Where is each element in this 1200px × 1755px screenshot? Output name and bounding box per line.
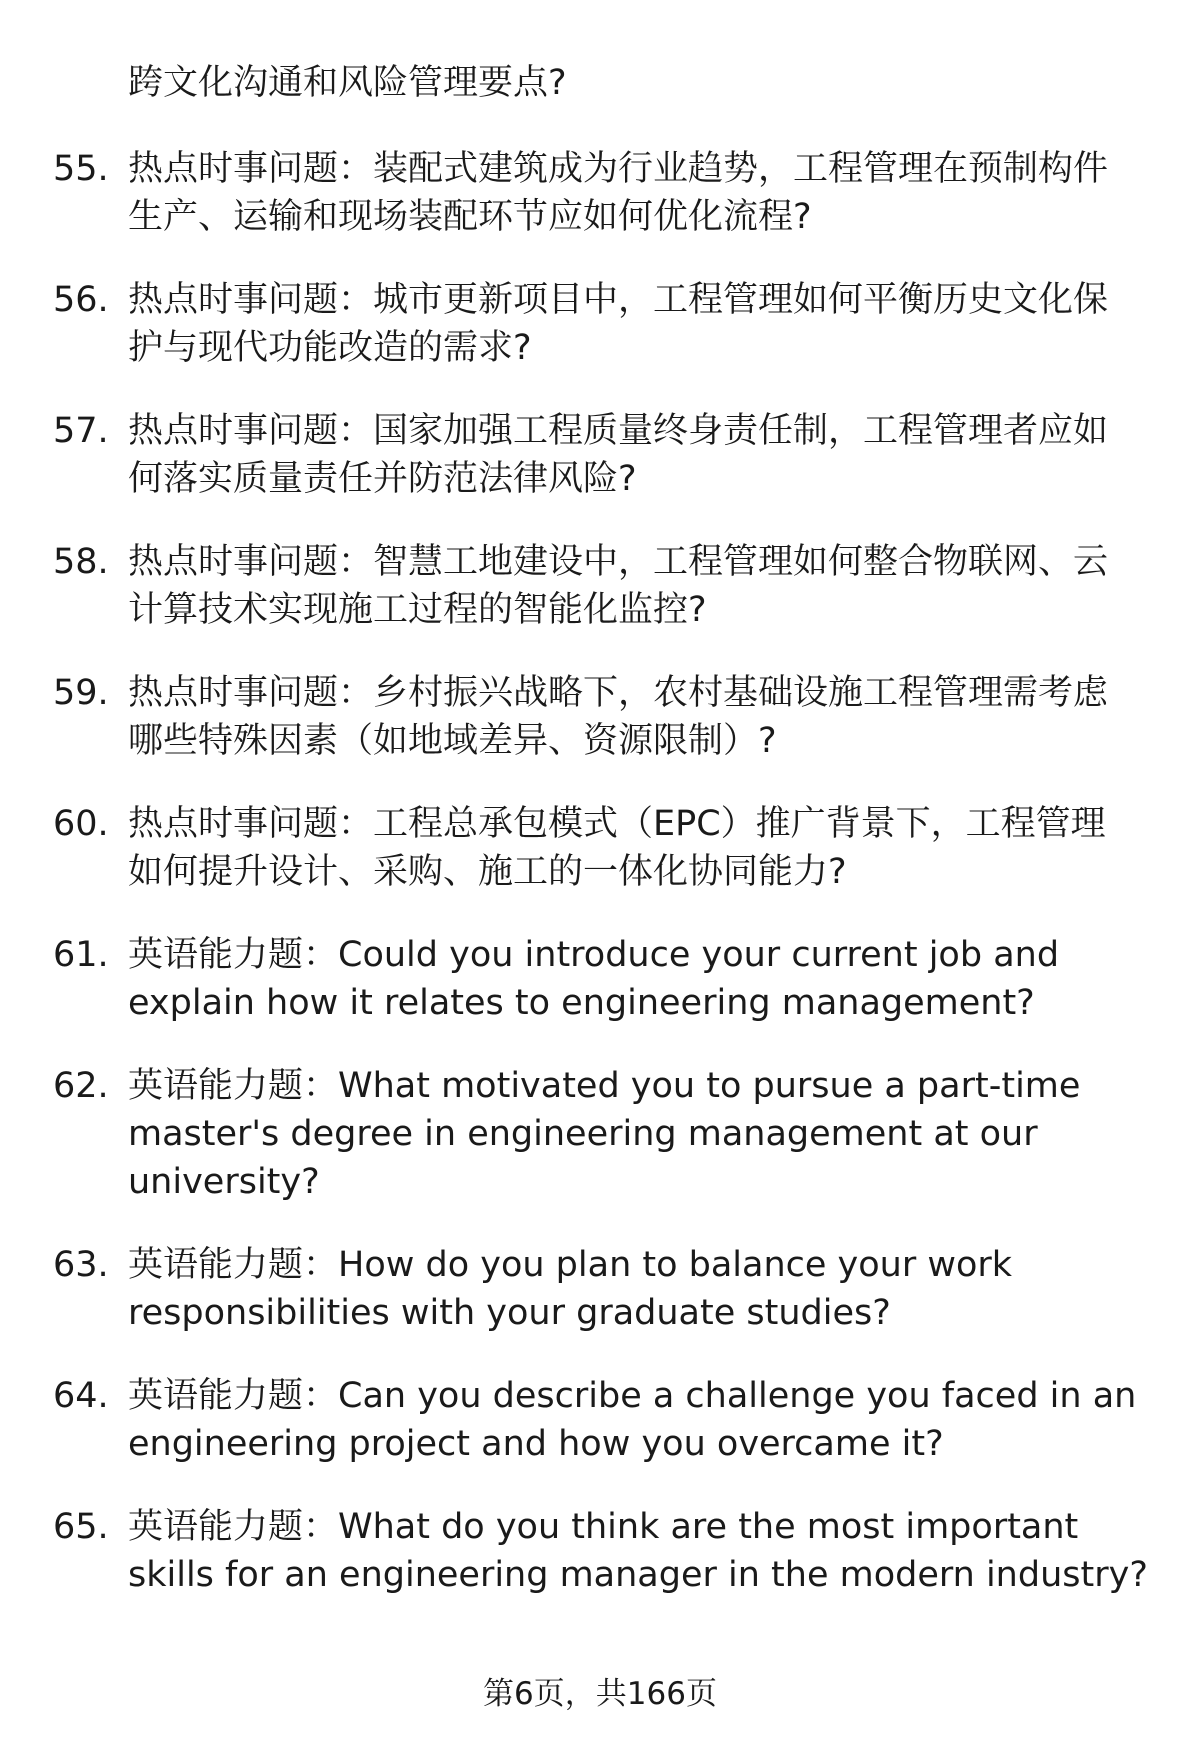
question-text <box>128 1372 1148 1468</box>
text-line: 英语能力题：What motivated you to pursue a part-time <box>128 1066 1081 1106</box>
text-line: university? <box>128 1162 320 1202</box>
question-number: 56. <box>53 280 109 320</box>
question-number: 57. <box>53 411 109 451</box>
text-line: 哪些特殊因素（如地域差异、资源限制）? <box>128 721 777 761</box>
text-line: explain how it relates to engineering management? <box>128 983 1035 1023</box>
text-line: 英语能力题：Can you describe a challenge you faced in an <box>128 1376 1137 1416</box>
question-item <box>0 800 1200 896</box>
text-line: 热点时事问题：工程总承包模式（EPC）推广背景下，工程管理 <box>128 804 1106 844</box>
question-text <box>128 669 1148 765</box>
text-line: 英语能力题：What do you think are the most important <box>128 1507 1079 1547</box>
question-number: 58. <box>53 542 109 582</box>
question-item <box>0 931 1200 1027</box>
question-item <box>0 1062 1200 1206</box>
text-line: skills for an engineering manager in the modern industry? <box>128 1555 1148 1595</box>
question-item <box>0 1503 1200 1599</box>
text-line: 护与现代功能改造的需求? <box>128 328 532 368</box>
question-text <box>128 1503 1148 1599</box>
question-text <box>128 1241 1148 1337</box>
text-line: 如何提升设计、采购、施工的一体化协同能力? <box>128 852 847 892</box>
question-number: 59. <box>53 673 109 713</box>
text-line: responsibilities with your graduate studies? <box>128 1293 891 1333</box>
text-line: engineering project and how you overcame it? <box>128 1424 944 1464</box>
question-number: 65. <box>53 1507 109 1547</box>
text-line: 热点时事问题：乡村振兴战略下，农村基础设施工程管理需考虑 <box>128 673 1109 713</box>
text-line: 热点时事问题：装配式建筑成为行业趋势，工程管理在预制构件 <box>128 149 1109 189</box>
question-text <box>128 1062 1148 1206</box>
question-number: 64. <box>53 1376 109 1416</box>
question-item <box>0 1372 1200 1468</box>
text-line: 热点时事问题：智慧工地建设中，工程管理如何整合物联网、云 <box>128 542 1109 582</box>
question-item <box>0 669 1200 765</box>
question-number: 62. <box>53 1066 109 1106</box>
question-item <box>0 1241 1200 1337</box>
text-line: 热点时事问题：国家加强工程质量终身责任制，工程管理者应如 <box>128 411 1109 451</box>
question-text <box>128 538 1148 634</box>
text-line: 生产、运输和现场装配环节应如何优化流程? <box>128 197 812 237</box>
text-line: 英语能力题：Could you introduce your current job and <box>128 935 1060 975</box>
continued-question-text <box>128 59 567 107</box>
question-text <box>128 145 1148 241</box>
question-number: 61. <box>53 935 109 975</box>
text-line: 热点时事问题：城市更新项目中，工程管理如何平衡历史文化保 <box>128 280 1109 320</box>
question-item <box>0 145 1200 241</box>
question-item <box>0 538 1200 634</box>
text-line: 何落实质量责任并防范法律风险? <box>128 459 637 499</box>
question-item <box>0 407 1200 503</box>
text-line: master's degree in engineering management at our <box>128 1114 1038 1154</box>
question-text <box>128 800 1148 896</box>
page-number: 第6页，共166页 <box>483 1676 717 1712</box>
question-text <box>128 407 1148 503</box>
question-number: 55. <box>53 149 109 189</box>
text-line: 跨文化沟通和风险管理要点? <box>128 63 567 103</box>
question-item <box>0 276 1200 372</box>
question-text <box>128 276 1148 372</box>
question-number: 60. <box>53 804 109 844</box>
question-text <box>128 931 1148 1027</box>
question-list <box>0 145 1200 1634</box>
text-line: 计算技术实现施工过程的智能化监控? <box>128 590 707 630</box>
text-line: 英语能力题：How do you plan to balance your work <box>128 1245 1013 1285</box>
question-number: 63. <box>53 1245 109 1285</box>
